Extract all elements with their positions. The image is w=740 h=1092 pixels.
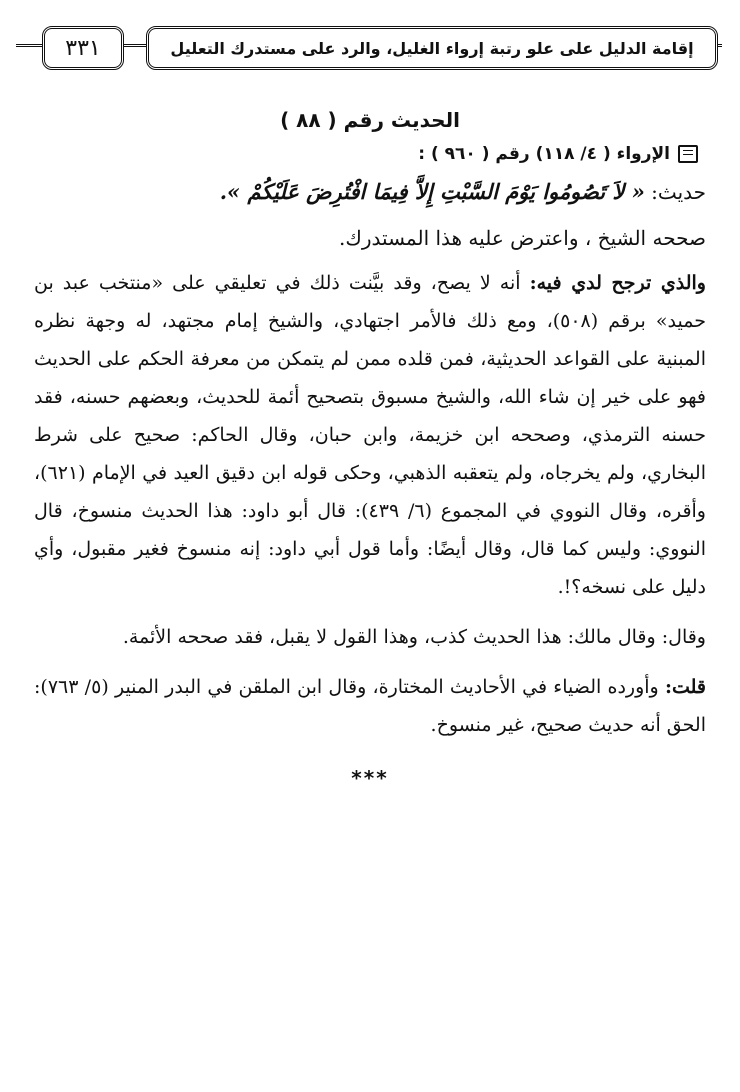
paragraph-3-lead: قلت: [664, 676, 706, 698]
hadith-text [34, 172, 706, 212]
paragraph-1-text: أنه لا يصح، وقد بيَّنت ذلك في تعليقي على «منتخب عبد بن حميد» برقم (٥٠٨)، ومع ذلك فالأمر اجتهادي، والشيخ إمام مجتهد، له وجهة نظره المبنية على القواعد الحديثية، فمن قلده ممن لم يتمكن من معرفة الحكم على الحديث فهو على خير إن شاء الله، والشيخ مسبوق بتصحيح أئمة للحديث، وبعضهم حسنه، فقد حسنه الترمذي، وصححه ابن خزيمة، وابن حبان، وقال الحاكم: صحيح على شرط البخاري، ولم يخرجاه، ولم يتعقبه الذهبي، وحكى قوله ابن دقيق العيد في الإمام (٦٢١)، وأقره، وقال النووي في المجموع (٦/ ٤٣٩): قال أبو داود: هذا الحديث منسوخ، قال النووي: وليس كما قال، وقال أيضًا: وأما قول أبي داود: إنه منسوخ فغير مقبول، وأي دليل على نسخه؟!. [34, 272, 706, 598]
section-separator: *** [351, 766, 389, 790]
running-title: إقامة الدليل على علو رتبة إرواء الغليل، والرد على مستدرك التعليل [146, 26, 718, 70]
authenticity-note: صححه الشيخ ، واعترض عليه هذا المستدرك. [339, 226, 706, 250]
paragraph-1-lead: والذي ترجح لدي فيه: [529, 272, 706, 294]
paragraph-3-text: وأورده الضياء في الأحاديث المختارة، وقال ابن الملقن في البدر المنير (٥/ ٧٦٣): الحق أنه حديث صحيح، غير منسوخ. [34, 676, 706, 736]
paragraph-1 [34, 264, 706, 606]
hadith-title: الحديث رقم ( ٨٨ ) [280, 108, 460, 132]
book-icon [678, 145, 698, 163]
source-reference [34, 144, 698, 164]
page-header [16, 22, 722, 74]
page-number: ٣٣١ [42, 26, 124, 70]
hadith-quote: « لاَ تَصُومُوا يَوْمَ السَّبْتِ إِلاَّ فِيمَا افْتُرِضَ عَلَيْكُمْ ». [219, 179, 645, 204]
hadith-lead: حديث: [644, 180, 706, 204]
paragraph-3 [34, 668, 706, 744]
source-label: الإرواء ( ٤/ ١١٨) رقم ( ٩٦٠ ) : [418, 144, 670, 164]
paragraph-2: وقال: وقال مالك: هذا الحديث كذب، وهذا القول لا يقبل، فقد صححه الأئمة. [122, 626, 706, 648]
page-content [34, 100, 706, 790]
